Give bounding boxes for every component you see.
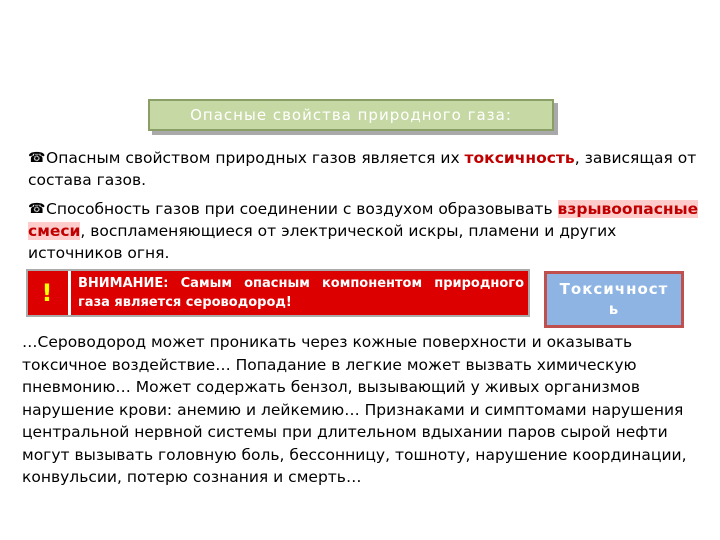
toxicity-button[interactable]: Токсичность: [544, 271, 684, 328]
exclamation-icon: !: [41, 279, 53, 307]
paragraph-explosive-text: Способность газов при соединении с воздухом образовывать: [46, 200, 558, 218]
explosive-emphasis: взрывоопасные смеси: [28, 200, 699, 240]
slide-title: Опасные свойства природного газа:: [190, 106, 512, 124]
warning-banner: [26, 269, 530, 317]
body-text: …Сероводород может проникать через кожные поверхности и оказывать токсичное воздействие… Попадание в легкие может вызвать химическую пневмонию… Может содержать бензол, вызывающий у живых организмов нарушение крови: анемию и лейкемию… Признаками и симптомами нарушения центральной нервной системы при длительном вдыхании паров сырой нефти могут вызывать головную боль, бессонницу, тошноту, нарушение координации, конвульсии, потерю сознания и смерть…: [22, 333, 687, 486]
toxicity-emphasis: токсичность: [464, 149, 575, 167]
paragraph-toxicity-tail: , зависящая от состава газов.: [28, 149, 697, 189]
warning-text: ВНИМАНИЕ: Самым опасным компонентом природного газа является сероводород!: [78, 276, 524, 310]
paragraph-toxicity: [28, 147, 708, 191]
paragraph-toxicity-text: Опасным свойством природных газов является их: [46, 149, 465, 167]
warning-divider: [68, 271, 71, 315]
telephone-icon: ☎: [28, 150, 46, 166]
paragraph-explosive: [28, 198, 708, 264]
telephone-icon: ☎: [28, 201, 46, 217]
paragraph-explosive-tail: , воспламеняющиеся от электрической искры, пламени и других источников огня.: [28, 222, 617, 262]
title-box: [148, 99, 554, 131]
